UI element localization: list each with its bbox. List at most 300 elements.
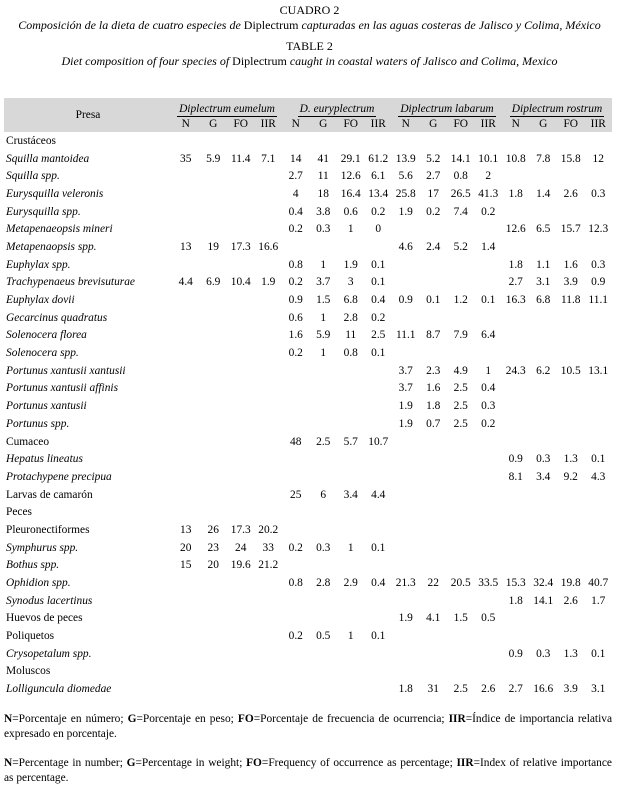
- subheader-fo-2: FO: [337, 115, 365, 132]
- value-cell: [365, 680, 393, 698]
- value-cell: [200, 627, 228, 645]
- table-row: [4, 362, 612, 380]
- note-abbrev: N: [4, 713, 13, 725]
- value-cell: 8.7: [426, 329, 441, 342]
- value-cell: 14.1: [450, 152, 471, 165]
- prey-name: Crustáceos: [6, 134, 56, 147]
- note-abbrev: N: [4, 757, 13, 769]
- value-cell: [255, 450, 283, 468]
- value-cell: [337, 415, 365, 433]
- value-cell: [365, 468, 393, 486]
- prey-name: Solenocera florea: [6, 329, 87, 342]
- value-cell: [200, 415, 228, 433]
- value-cell: [585, 521, 613, 539]
- subheader-n-1: N: [172, 115, 200, 132]
- value-cell: 0.2: [426, 205, 441, 218]
- value-cell: [310, 468, 338, 486]
- value-cell: [337, 521, 365, 539]
- value-cell: [557, 238, 585, 256]
- value-cell: 2.6: [563, 187, 578, 200]
- value-cell: [502, 132, 530, 150]
- value-cell: [200, 185, 228, 203]
- value-cell: 1.9: [398, 400, 413, 413]
- header-species-2: [282, 98, 392, 115]
- value-cell: 1.5: [316, 294, 331, 307]
- value-cell: [447, 663, 475, 681]
- value-cell: 0.2: [371, 205, 386, 218]
- value-cell: [255, 327, 283, 345]
- value-cell: 17.3: [230, 240, 251, 253]
- value-cell: [447, 132, 475, 150]
- value-cell: [227, 380, 255, 398]
- subheader-iir-4: IIR: [585, 115, 613, 132]
- value-cell: 0.2: [288, 541, 303, 554]
- table-row: [4, 256, 612, 274]
- value-cell: [530, 503, 558, 521]
- value-cell: 40.7: [588, 577, 609, 590]
- value-cell: [557, 132, 585, 150]
- value-cell: 2.5: [453, 417, 468, 430]
- value-cell: 6.1: [371, 170, 386, 183]
- value-cell: 11: [317, 170, 329, 183]
- value-cell: [557, 663, 585, 681]
- value-cell: [172, 203, 200, 221]
- value-cell: [172, 680, 200, 698]
- value-cell: 1.8: [508, 258, 523, 271]
- value-cell: 0.3: [316, 223, 331, 236]
- table-row: [4, 557, 612, 575]
- spanish-caption: [0, 18, 619, 33]
- value-cell: [475, 344, 503, 362]
- prey-name: Squilla spp.: [6, 170, 60, 183]
- value-cell: [282, 397, 310, 415]
- value-cell: [447, 256, 475, 274]
- value-cell: [530, 610, 558, 628]
- value-cell: 61.2: [368, 152, 389, 165]
- value-cell: 0.8: [288, 258, 303, 271]
- value-cell: [282, 521, 310, 539]
- value-cell: [557, 344, 585, 362]
- value-cell: [585, 380, 613, 398]
- value-cell: [227, 132, 255, 150]
- value-cell: [337, 132, 365, 150]
- value-cell: [282, 238, 310, 256]
- value-cell: 0.4: [371, 294, 386, 307]
- value-cell: 10.7: [368, 435, 389, 448]
- value-cell: 7.4: [453, 205, 468, 218]
- value-cell: 0.1: [426, 294, 441, 307]
- value-cell: [172, 362, 200, 380]
- value-cell: [447, 468, 475, 486]
- value-cell: [530, 397, 558, 415]
- value-cell: 0.1: [371, 276, 386, 289]
- value-cell: [420, 486, 448, 504]
- value-cell: 1.8: [426, 400, 441, 413]
- value-cell: [200, 574, 228, 592]
- value-cell: [200, 380, 228, 398]
- notes-spanish: [4, 712, 612, 742]
- value-cell: 0.3: [536, 453, 551, 466]
- value-cell: [475, 274, 503, 292]
- prey-name: Peces: [6, 506, 32, 519]
- table-row: [4, 397, 612, 415]
- value-cell: [172, 503, 200, 521]
- value-cell: [502, 486, 530, 504]
- value-cell: 7.8: [536, 152, 551, 165]
- value-cell: [365, 238, 393, 256]
- value-cell: [200, 450, 228, 468]
- value-cell: 16.6: [258, 240, 279, 253]
- value-cell: [530, 238, 558, 256]
- english-caption-genus: Diplectrum: [232, 54, 287, 68]
- value-cell: [172, 309, 200, 327]
- value-cell: [585, 397, 613, 415]
- value-cell: 20.5: [450, 577, 471, 590]
- value-cell: [530, 344, 558, 362]
- value-cell: [475, 521, 503, 539]
- value-cell: [227, 220, 255, 238]
- english-caption: [0, 54, 619, 69]
- value-cell: 0.3: [591, 187, 606, 200]
- value-cell: 1.7: [591, 594, 606, 607]
- value-cell: [447, 557, 475, 575]
- value-cell: [172, 645, 200, 663]
- value-cell: 0.1: [371, 630, 386, 643]
- value-cell: [227, 397, 255, 415]
- prey-name: Gecarcinus quadratus: [6, 311, 108, 324]
- note-text: =Porcentaje en peso;: [136, 713, 238, 725]
- prey-name: Metapenaeopsis mineri: [6, 223, 113, 236]
- value-cell: [255, 680, 283, 698]
- value-cell: [557, 397, 585, 415]
- value-cell: [502, 309, 530, 327]
- value-cell: 1.6: [426, 382, 441, 395]
- value-cell: [200, 610, 228, 628]
- value-cell: [475, 645, 503, 663]
- value-cell: [475, 486, 503, 504]
- value-cell: 2.8: [316, 577, 331, 590]
- value-cell: [200, 663, 228, 681]
- value-cell: 1.8: [398, 683, 413, 696]
- value-cell: [392, 309, 420, 327]
- value-cell: [502, 380, 530, 398]
- note-abbrev: IIR: [456, 757, 474, 769]
- value-cell: 1.4: [481, 240, 496, 253]
- value-cell: 6.5: [536, 223, 551, 236]
- value-cell: [392, 256, 420, 274]
- value-cell: [530, 557, 558, 575]
- value-cell: [282, 380, 310, 398]
- value-cell: [310, 415, 338, 433]
- value-cell: [255, 203, 283, 221]
- table-row: [4, 150, 612, 168]
- value-cell: [585, 203, 613, 221]
- value-cell: [200, 344, 228, 362]
- table-row: [4, 220, 612, 238]
- table-row: [4, 539, 612, 557]
- subheader-fo-4: FO: [557, 115, 585, 132]
- value-cell: [365, 610, 393, 628]
- value-cell: [310, 450, 338, 468]
- value-cell: [392, 450, 420, 468]
- value-cell: 1: [485, 364, 492, 377]
- value-cell: 0.3: [591, 258, 606, 271]
- value-cell: 24.3: [505, 364, 526, 377]
- value-cell: [255, 309, 283, 327]
- value-cell: 19.8: [560, 577, 581, 590]
- value-cell: [255, 167, 283, 185]
- value-cell: [502, 238, 530, 256]
- value-cell: [255, 291, 283, 309]
- table-row: [4, 203, 612, 221]
- table-row: [4, 486, 612, 504]
- value-cell: 4.1: [426, 612, 441, 625]
- value-cell: 9.2: [563, 470, 578, 483]
- value-cell: [337, 362, 365, 380]
- value-cell: 6.8: [536, 294, 551, 307]
- value-cell: [502, 415, 530, 433]
- value-cell: 13.4: [368, 187, 389, 200]
- value-cell: [282, 680, 310, 698]
- value-cell: 0.8: [343, 347, 358, 360]
- value-cell: [227, 309, 255, 327]
- value-cell: 6: [320, 488, 327, 501]
- value-cell: [282, 132, 310, 150]
- value-cell: [200, 468, 228, 486]
- value-cell: [557, 433, 585, 451]
- value-cell: [502, 627, 530, 645]
- value-cell: [420, 521, 448, 539]
- value-cell: 1.6: [563, 258, 578, 271]
- value-cell: 15.7: [560, 223, 581, 236]
- value-cell: [310, 521, 338, 539]
- prey-name: Euphylax dovii: [6, 294, 75, 307]
- value-cell: [447, 503, 475, 521]
- prey-name: Huevos de peces: [6, 612, 83, 625]
- value-cell: [200, 327, 228, 345]
- value-cell: [585, 627, 613, 645]
- value-cell: 13.9: [395, 152, 416, 165]
- value-cell: 2.6: [481, 683, 496, 696]
- value-cell: 1.1: [536, 258, 551, 271]
- value-cell: [447, 450, 475, 468]
- value-cell: 2.6: [563, 594, 578, 607]
- value-cell: [420, 344, 448, 362]
- value-cell: 0.7: [426, 417, 441, 430]
- value-cell: [200, 486, 228, 504]
- prey-name: Pleuronectiformes: [6, 523, 90, 536]
- spanish-caption-post: capturadas en las aguas costeras de Jalisco y Colima, México: [298, 18, 601, 32]
- species-1-label: Diplectrum eumelum: [179, 103, 275, 115]
- value-cell: [227, 433, 255, 451]
- value-cell: [502, 521, 530, 539]
- value-cell: [172, 415, 200, 433]
- value-cell: [530, 627, 558, 645]
- value-cell: [447, 627, 475, 645]
- header-presa: Presa: [4, 98, 172, 132]
- value-cell: [475, 592, 503, 610]
- value-cell: 5.2: [426, 152, 441, 165]
- value-cell: 20: [180, 541, 192, 554]
- value-cell: 0.9: [508, 647, 523, 660]
- value-cell: [420, 450, 448, 468]
- value-cell: [255, 397, 283, 415]
- value-cell: [475, 309, 503, 327]
- value-cell: [420, 220, 448, 238]
- value-cell: [172, 610, 200, 628]
- value-cell: [585, 238, 613, 256]
- value-cell: 0.1: [481, 294, 496, 307]
- value-cell: [447, 645, 475, 663]
- value-cell: [365, 503, 393, 521]
- value-cell: [365, 362, 393, 380]
- value-cell: [227, 327, 255, 345]
- value-cell: 0.1: [371, 258, 386, 271]
- value-cell: 0.6: [343, 205, 358, 218]
- value-cell: 20.2: [258, 523, 279, 536]
- value-cell: [475, 557, 503, 575]
- prey-name: Synodus lacertinus: [6, 594, 93, 607]
- value-cell: 0.2: [288, 630, 303, 643]
- value-cell: [447, 521, 475, 539]
- value-cell: 16.6: [533, 683, 554, 696]
- value-cell: 1.4: [536, 187, 551, 200]
- table-row: [4, 663, 612, 681]
- value-cell: [200, 362, 228, 380]
- value-cell: [200, 203, 228, 221]
- value-cell: [365, 132, 393, 150]
- value-cell: [172, 344, 200, 362]
- value-cell: [585, 663, 613, 681]
- value-cell: 23: [207, 541, 219, 554]
- value-cell: 3.8: [316, 205, 331, 218]
- value-cell: 0: [375, 223, 382, 236]
- value-cell: [502, 203, 530, 221]
- value-cell: 3.7: [398, 382, 413, 395]
- value-cell: 10.1: [478, 152, 499, 165]
- value-cell: 0.1: [591, 453, 606, 466]
- value-cell: 1: [347, 541, 354, 554]
- value-cell: [227, 680, 255, 698]
- value-cell: 18: [317, 187, 329, 200]
- table-row: [4, 344, 612, 362]
- value-cell: 7.1: [261, 152, 276, 165]
- value-cell: [227, 627, 255, 645]
- value-cell: 33: [262, 541, 274, 554]
- value-cell: 1.3: [563, 453, 578, 466]
- value-cell: 2.5: [453, 683, 468, 696]
- value-cell: 21.2: [258, 559, 279, 572]
- value-cell: [585, 610, 613, 628]
- header-species-3: [392, 98, 502, 115]
- value-cell: [475, 468, 503, 486]
- value-cell: [557, 380, 585, 398]
- note-text: =Frequency of occurrence as percentage;: [261, 757, 457, 769]
- value-cell: [227, 362, 255, 380]
- note-text: =Porcentaje de frecuencia de ocurrencia;: [253, 713, 449, 725]
- value-cell: [530, 415, 558, 433]
- value-cell: [585, 486, 613, 504]
- value-cell: [255, 610, 283, 628]
- value-cell: [172, 627, 200, 645]
- value-cell: [227, 291, 255, 309]
- value-cell: [392, 645, 420, 663]
- value-cell: 11: [345, 329, 357, 342]
- species-3-label: Diplectrum labarum: [400, 103, 494, 115]
- value-cell: 0.3: [316, 541, 331, 554]
- value-cell: [200, 503, 228, 521]
- value-cell: 3: [347, 276, 354, 289]
- value-cell: [172, 433, 200, 451]
- value-cell: [392, 557, 420, 575]
- value-cell: [447, 344, 475, 362]
- prey-name: Euphylax spp.: [6, 258, 71, 271]
- value-cell: [585, 557, 613, 575]
- value-cell: [337, 557, 365, 575]
- value-cell: [227, 574, 255, 592]
- value-cell: [227, 344, 255, 362]
- value-cell: [227, 503, 255, 521]
- value-cell: 1.9: [343, 258, 358, 271]
- value-cell: [200, 309, 228, 327]
- value-cell: [392, 627, 420, 645]
- value-cell: [447, 274, 475, 292]
- value-cell: [475, 450, 503, 468]
- value-cell: 0.1: [591, 647, 606, 660]
- subheader-n-4: N: [502, 115, 530, 132]
- note-text: =Porcentaje en número;: [12, 713, 128, 725]
- prey-name: Squilla mantoidea: [6, 152, 90, 165]
- value-cell: 1.2: [453, 294, 468, 307]
- value-cell: 1.9: [398, 612, 413, 625]
- value-cell: 25.8: [395, 187, 416, 200]
- value-cell: [227, 415, 255, 433]
- table-row: [4, 627, 612, 645]
- value-cell: 0.9: [591, 276, 606, 289]
- value-cell: [557, 415, 585, 433]
- value-cell: [172, 256, 200, 274]
- species-2-label: D. euryplectrum: [299, 103, 375, 115]
- value-cell: [310, 362, 338, 380]
- value-cell: [365, 450, 393, 468]
- value-cell: [282, 645, 310, 663]
- value-cell: 41: [317, 152, 329, 165]
- value-cell: [475, 132, 503, 150]
- value-cell: [337, 450, 365, 468]
- table-notes: [4, 712, 612, 800]
- value-cell: 0.3: [481, 400, 496, 413]
- value-cell: [420, 592, 448, 610]
- value-cell: 1: [347, 630, 354, 643]
- value-cell: [420, 663, 448, 681]
- value-cell: [255, 468, 283, 486]
- value-cell: 1: [320, 311, 327, 324]
- value-cell: [337, 503, 365, 521]
- note-abbrev: FO: [246, 757, 262, 769]
- value-cell: [447, 486, 475, 504]
- value-cell: [172, 291, 200, 309]
- value-cell: 10.4: [230, 276, 251, 289]
- value-cell: 0.2: [288, 347, 303, 360]
- value-cell: [392, 503, 420, 521]
- value-cell: [172, 380, 200, 398]
- value-cell: 4.9: [453, 364, 468, 377]
- value-cell: 0.2: [481, 205, 496, 218]
- value-cell: 33.5: [478, 577, 499, 590]
- value-cell: [502, 327, 530, 345]
- value-cell: [172, 220, 200, 238]
- header-species-1: [172, 98, 282, 115]
